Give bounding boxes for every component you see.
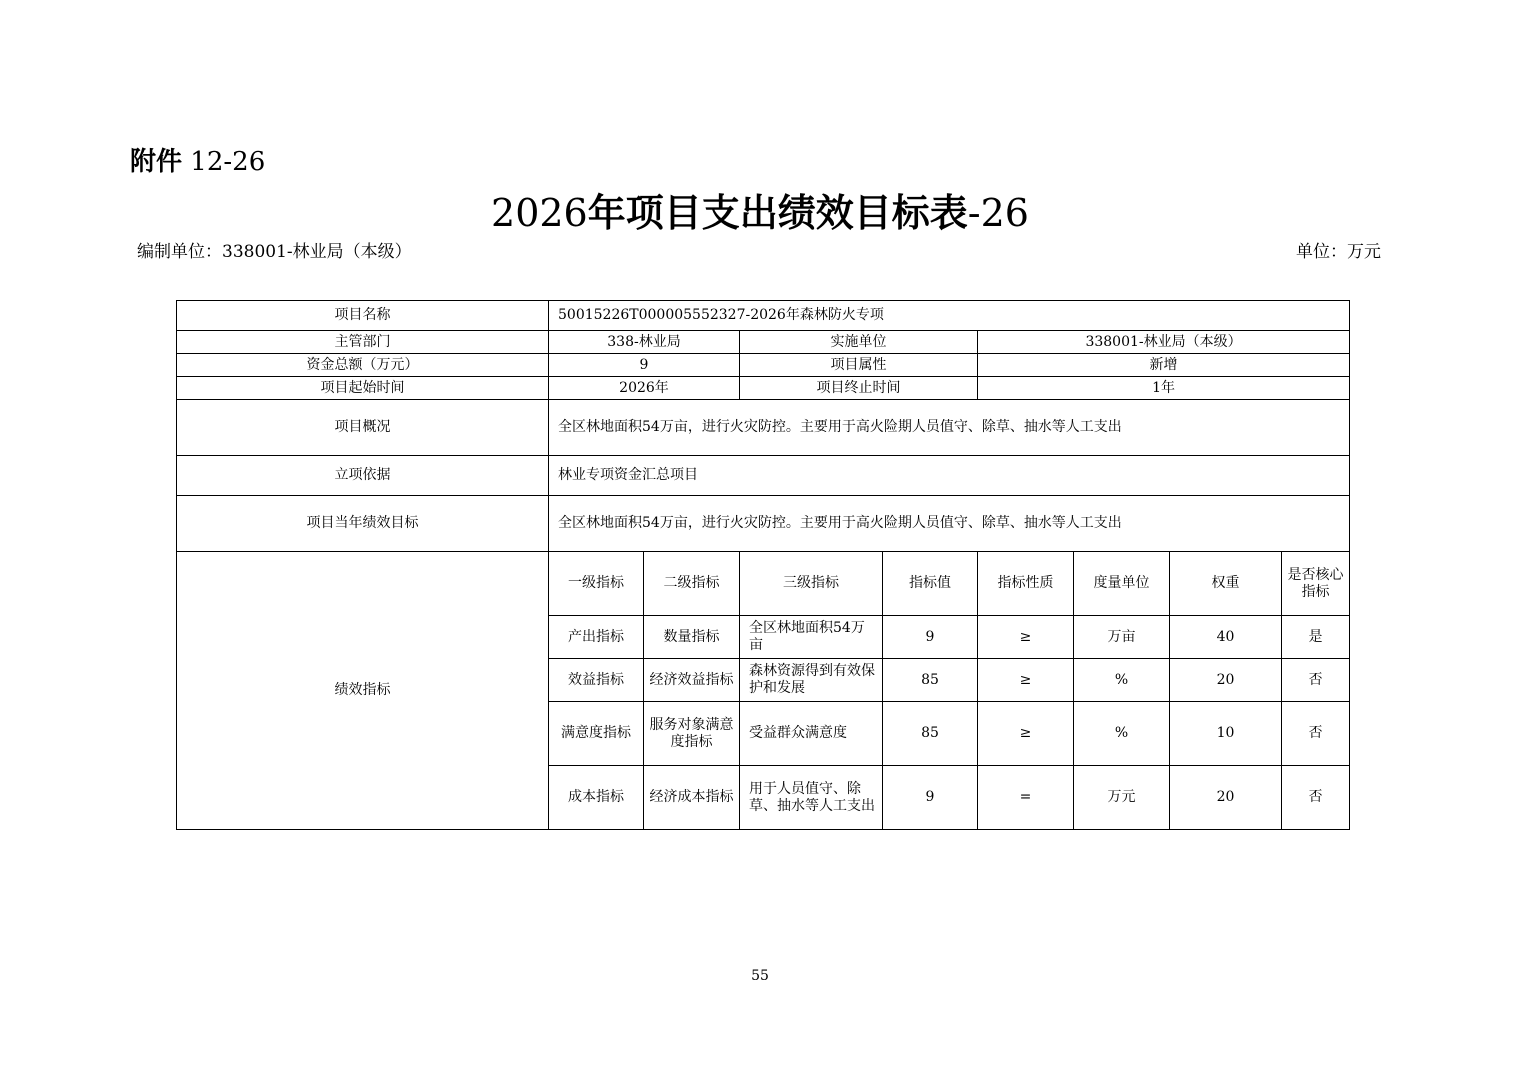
performance-target-table bbox=[176, 300, 1350, 830]
basis-value: 林业专项资金汇总项目 bbox=[549, 456, 1350, 496]
weight-cell: 10 bbox=[1170, 702, 1282, 766]
title-suffix: -26 bbox=[967, 191, 1029, 235]
implementing-unit-label: 实施单位 bbox=[740, 331, 978, 354]
level1-cell: 满意度指标 bbox=[549, 702, 644, 766]
value-cell: 85 bbox=[883, 702, 978, 766]
level2-cell: 经济效益指标 bbox=[644, 659, 740, 702]
title-year: 2026 bbox=[491, 191, 588, 235]
header-weight: 权重 bbox=[1170, 552, 1282, 616]
start-time-label: 项目起始时间 bbox=[177, 377, 549, 400]
weight-cell: 40 bbox=[1170, 616, 1282, 659]
table-row-funding bbox=[177, 354, 1350, 377]
unit-cell: 万元 bbox=[1074, 766, 1170, 830]
attachment-prefix: 附件 bbox=[130, 147, 183, 177]
currency-unit: 单位：万元 bbox=[1296, 242, 1381, 262]
implementing-unit-value: 338001-林业局（本级） bbox=[978, 331, 1350, 354]
value-cell: 9 bbox=[883, 766, 978, 830]
end-time-value: 1年 bbox=[978, 377, 1350, 400]
level1-cell: 成本指标 bbox=[549, 766, 644, 830]
department-value: 338-林业局 bbox=[549, 331, 740, 354]
header-value: 指标值 bbox=[883, 552, 978, 616]
project-attribute-value: 新增 bbox=[978, 354, 1350, 377]
level2-cell: 数量指标 bbox=[644, 616, 740, 659]
unit-cell: 万亩 bbox=[1074, 616, 1170, 659]
project-name-label: 项目名称 bbox=[177, 301, 549, 331]
department-label: 主管部门 bbox=[177, 331, 549, 354]
weight-cell: 20 bbox=[1170, 766, 1282, 830]
level1-cell: 产出指标 bbox=[549, 616, 644, 659]
nature-cell: ≥ bbox=[978, 702, 1074, 766]
header-unit: 度量单位 bbox=[1074, 552, 1170, 616]
overview-label: 项目概况 bbox=[177, 400, 549, 456]
level2-cell: 服务对象满意度指标 bbox=[644, 702, 740, 766]
is-core-cell: 是 bbox=[1282, 616, 1350, 659]
header-nature: 指标性质 bbox=[978, 552, 1074, 616]
weight-cell: 20 bbox=[1170, 659, 1282, 702]
project-name-value: 50015226T000005552327-2026年森林防火专项 bbox=[549, 301, 1350, 331]
header-level2: 二级指标 bbox=[644, 552, 740, 616]
level3-cell: 森林资源得到有效保护和发展 bbox=[740, 659, 883, 702]
unit-cell: % bbox=[1074, 702, 1170, 766]
level1-cell: 效益指标 bbox=[549, 659, 644, 702]
basis-label: 立项依据 bbox=[177, 456, 549, 496]
is-core-cell: 否 bbox=[1282, 702, 1350, 766]
header-level1: 一级指标 bbox=[549, 552, 644, 616]
header-is-core: 是否核心指标 bbox=[1282, 552, 1350, 616]
level3-cell: 全区林地面积54万亩 bbox=[740, 616, 883, 659]
end-time-label: 项目终止时间 bbox=[740, 377, 978, 400]
fund-total-value: 9 bbox=[549, 354, 740, 377]
annual-goal-label: 项目当年绩效目标 bbox=[177, 496, 549, 552]
value-cell: 85 bbox=[883, 659, 978, 702]
table-row-project-name bbox=[177, 301, 1350, 331]
indicator-header-row bbox=[177, 552, 1350, 616]
level2-cell: 经济成本指标 bbox=[644, 766, 740, 830]
table-row-period bbox=[177, 377, 1350, 400]
table-row-overview bbox=[177, 400, 1350, 456]
is-core-cell: 否 bbox=[1282, 659, 1350, 702]
page-title bbox=[0, 190, 1520, 236]
title-main: 年项目支出绩效目标表 bbox=[587, 191, 968, 235]
indicators-section-label: 绩效指标 bbox=[177, 552, 549, 830]
level3-cell: 用于人员值守、除草、抽水等人工支出 bbox=[740, 766, 883, 830]
table-row-department bbox=[177, 331, 1350, 354]
start-time-value: 2026年 bbox=[549, 377, 740, 400]
table-row-annual-goal bbox=[177, 496, 1350, 552]
compiling-unit: 编制单位：338001-林业局（本级） bbox=[137, 242, 412, 262]
unit-cell: % bbox=[1074, 659, 1170, 702]
table-row-basis bbox=[177, 456, 1350, 496]
project-attribute-label: 项目属性 bbox=[740, 354, 978, 377]
attachment-label bbox=[130, 146, 265, 178]
fund-total-label: 资金总额（万元） bbox=[177, 354, 549, 377]
level3-cell: 受益群众满意度 bbox=[740, 702, 883, 766]
value-cell: 9 bbox=[883, 616, 978, 659]
annual-goal-value: 全区林地面积54万亩，进行火灾防控。主要用于高火险期人员值守、除草、抽水等人工支出 bbox=[549, 496, 1350, 552]
header-level3: 三级指标 bbox=[740, 552, 883, 616]
page-number: 55 bbox=[751, 968, 769, 984]
attachment-number: 12-26 bbox=[190, 147, 266, 177]
is-core-cell: 否 bbox=[1282, 766, 1350, 830]
nature-cell: ≥ bbox=[978, 616, 1074, 659]
nature-cell: ≥ bbox=[978, 659, 1074, 702]
nature-cell: = bbox=[978, 766, 1074, 830]
overview-value: 全区林地面积54万亩，进行火灾防控。主要用于高火险期人员值守、除草、抽水等人工支出 bbox=[549, 400, 1350, 456]
